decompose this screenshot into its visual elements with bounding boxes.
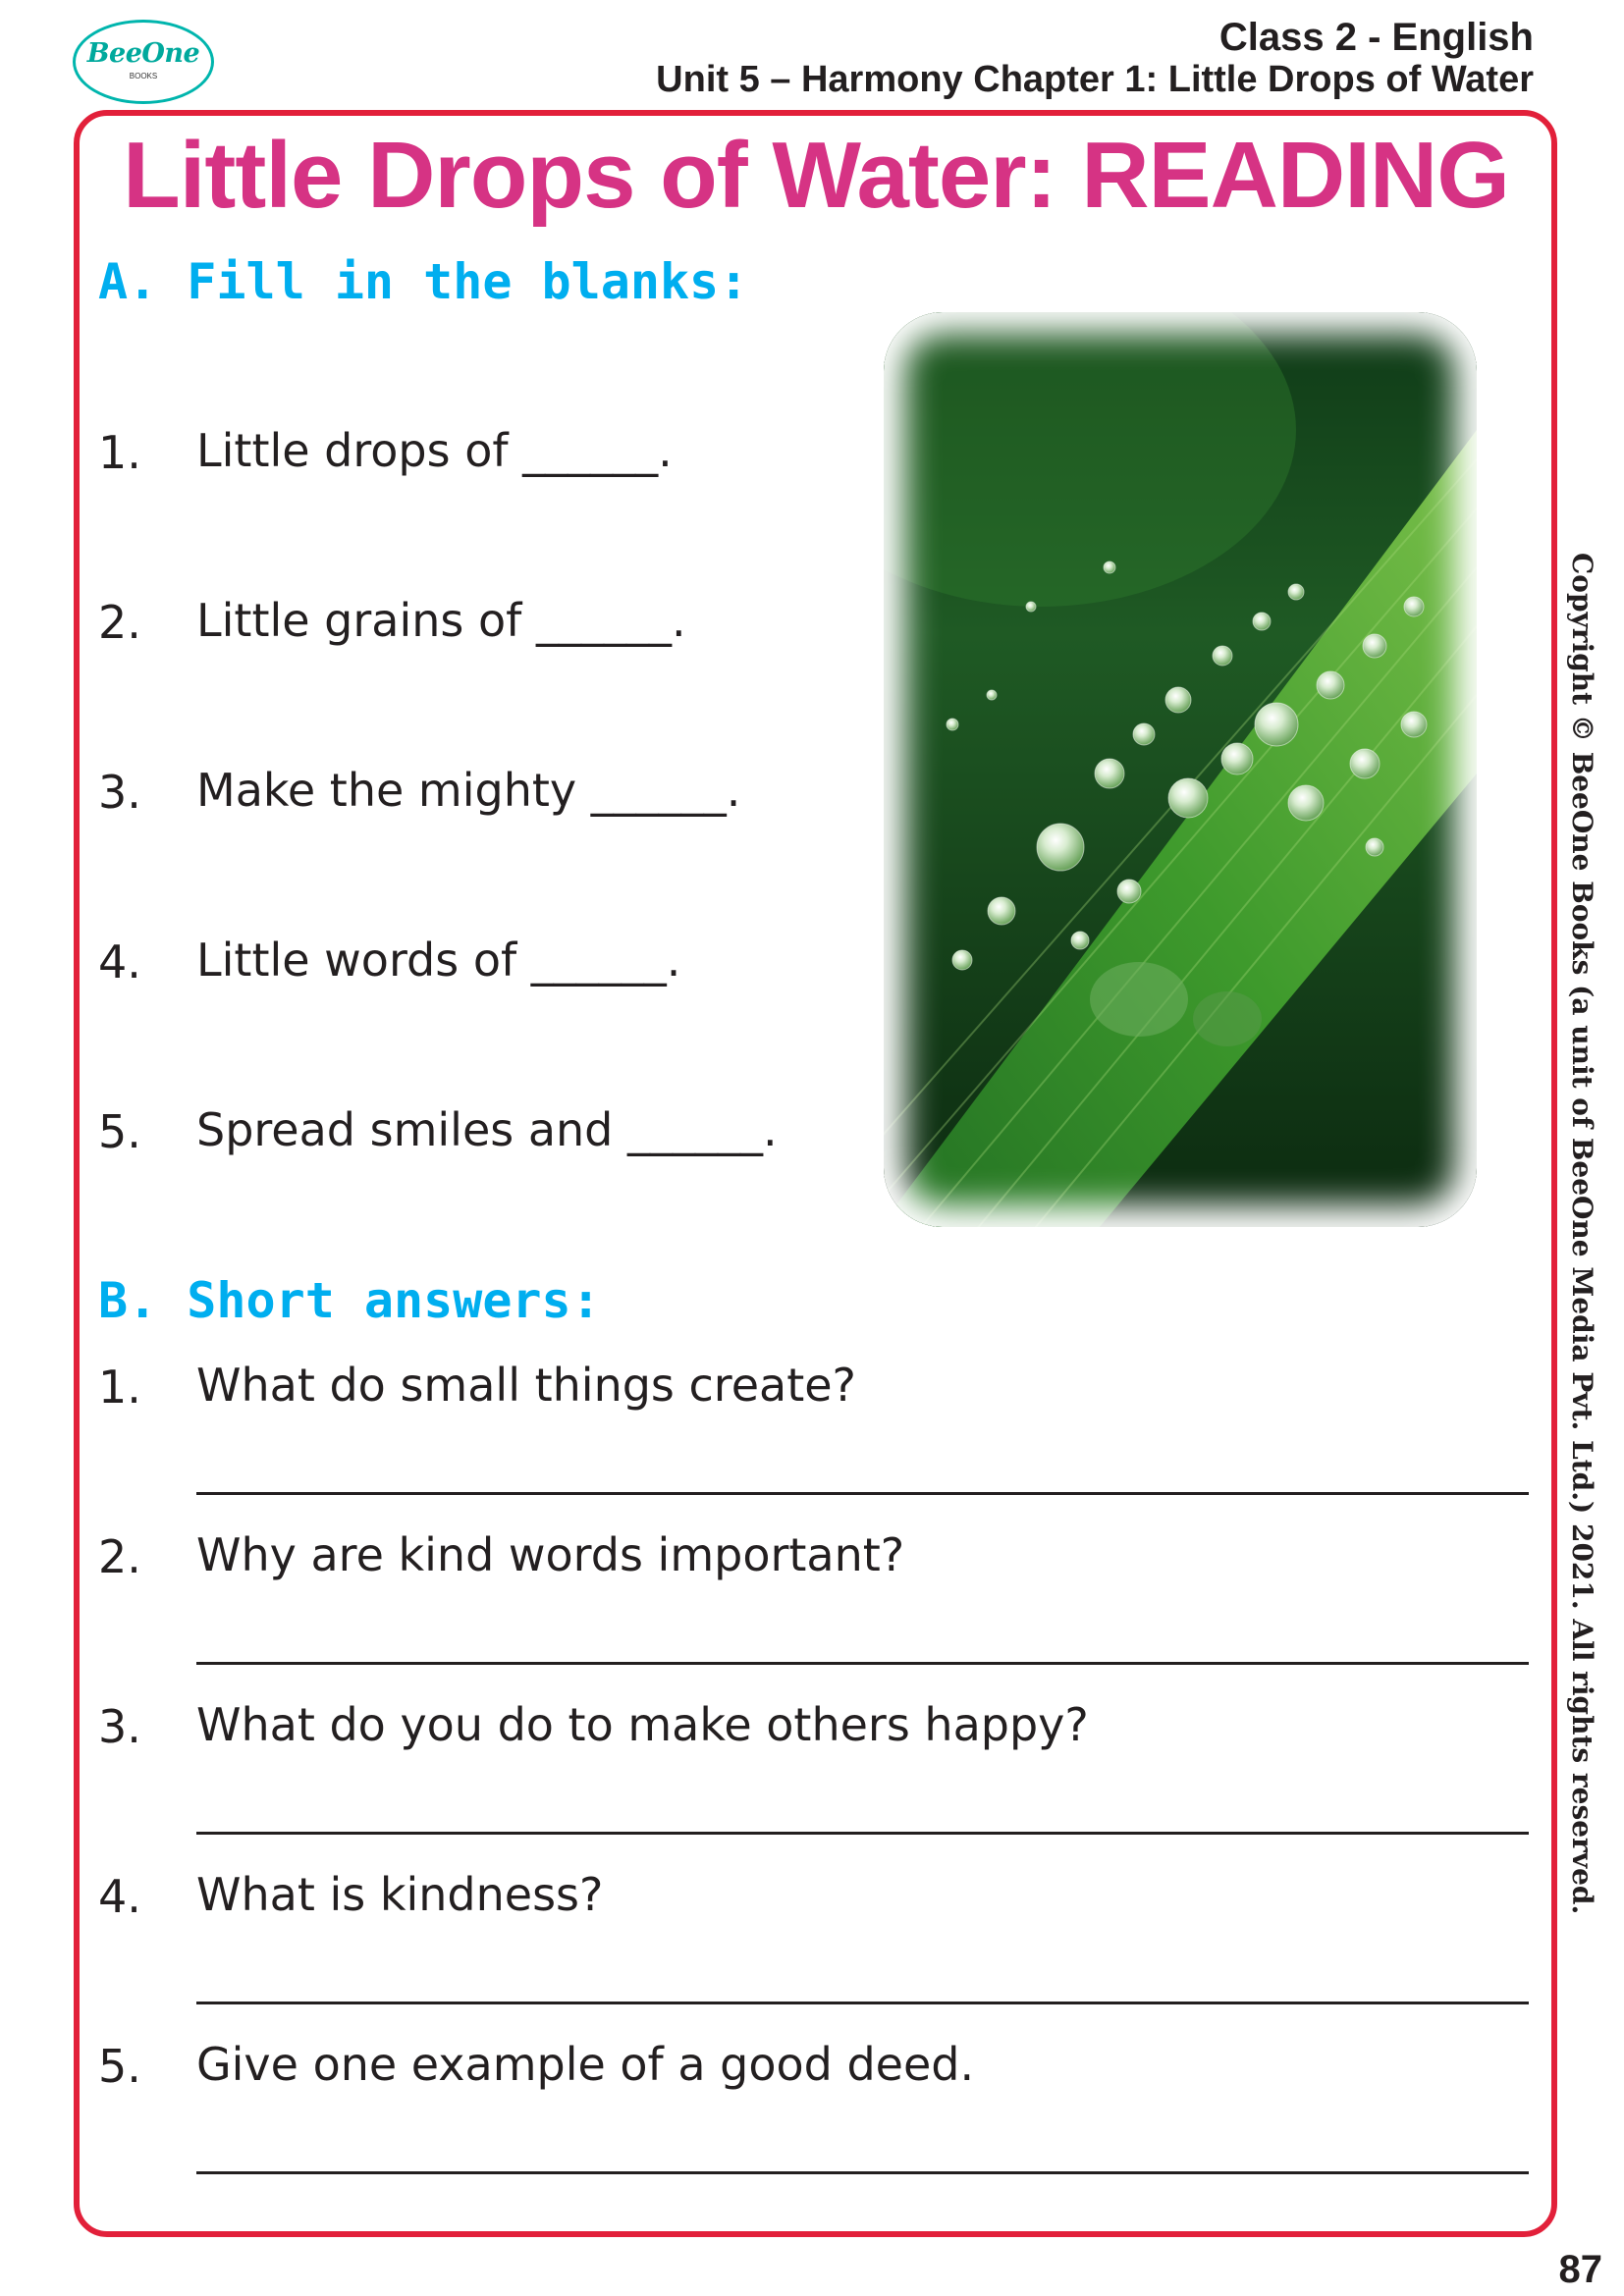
fill-blank-sentence: Little grains of ______. — [196, 594, 686, 647]
fill-blank-sentence: Make the mighty ______. — [196, 764, 741, 817]
fill-blank-number: 2. — [98, 596, 141, 649]
question-text: Why are kind words important? — [196, 1528, 905, 1581]
question-number: 2. — [98, 1530, 141, 1583]
answer-line[interactable] — [196, 2171, 1529, 2174]
question-number: 5. — [98, 2040, 141, 2093]
publisher-logo — [73, 20, 214, 104]
header-unit-chapter: Unit 5 – Harmony Chapter 1: Little Drops of Water — [656, 59, 1534, 100]
section-a-heading: A. Fill in the blanks: — [98, 253, 749, 310]
answer-line[interactable] — [196, 1662, 1529, 1665]
question-text: What is kindness? — [196, 1868, 604, 1921]
question-number: 4. — [98, 1870, 141, 1923]
fill-blank-sentence: Little drops of ______. — [196, 424, 673, 477]
copyright-notice: Copyright © BeeOne Books (a unit of BeeOne Media Pvt. Ltd.) 2021. All rights reserved. — [1566, 553, 1598, 1915]
fill-blank-number: 5. — [98, 1105, 141, 1158]
page-number: 87 — [1558, 2248, 1602, 2291]
fill-blank-number: 3. — [98, 766, 141, 819]
question-text: Give one example of a good deed. — [196, 2038, 975, 2091]
header-class-subject: Class 2 - English — [1218, 16, 1534, 59]
answer-line[interactable] — [196, 2002, 1529, 2004]
page-title: Little Drops of Water: READING — [123, 123, 1509, 228]
logo-subtitle: BOOKS — [129, 72, 158, 80]
answer-line[interactable] — [196, 1492, 1529, 1495]
water-drops-leaf-image — [884, 312, 1477, 1227]
fill-blank-number: 4. — [98, 935, 141, 988]
section-b-heading: B. Short answers: — [98, 1272, 601, 1329]
question-text: What do small things create? — [196, 1359, 856, 1412]
fill-blank-sentence: Spread smiles and ______. — [196, 1103, 778, 1156]
question-number: 3. — [98, 1700, 141, 1753]
fill-blank-sentence: Little words of ______. — [196, 934, 681, 987]
logo-name: BeeOne — [86, 38, 200, 69]
question-text: What do you do to make others happy? — [196, 1698, 1089, 1751]
question-number: 1. — [98, 1361, 141, 1414]
fill-blank-number: 1. — [98, 426, 141, 479]
answer-line[interactable] — [196, 1832, 1529, 1835]
